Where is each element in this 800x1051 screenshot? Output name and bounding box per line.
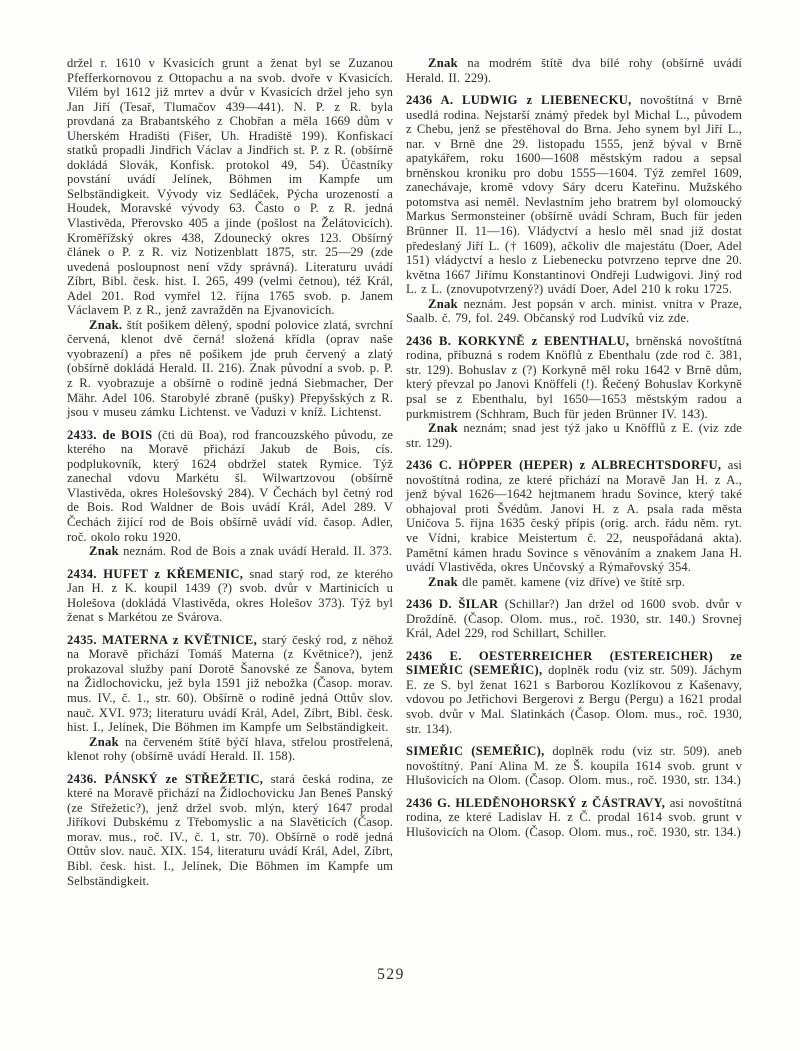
paragraph-text: snad starý rod, ze kterého Jan H. z K. koupil 1439 (?) svob. dvůr v Martinicích u Holešova (dokládá Vlastivěda, okres Holešov 373). Týž byl ženat s Markétou ze Svárova.	[67, 566, 394, 625]
text-column-right	[406, 56, 742, 888]
entry-2436g-hledenohorsky	[406, 796, 742, 840]
znak-paragraph	[406, 297, 742, 326]
paragraph-text: brněnská novoštítná rodina, příbuzná s rodem Knöflů z Ebenthalu (zde rod č. 381, str. 129). Bohuslav z (?) Korkyně měl roku 1642 v Brně dům, který převzal po Janovi Knöffeli (!). Řečený Bohuslav Korkyně psal se z Ebenthalu, byl 1650—1653 městským radou a purkmistrem (Schhram, Buch für jeden Brünner IV. 143).	[406, 333, 743, 421]
znak-label: Znak	[428, 296, 458, 311]
znak-label: Znak	[89, 544, 119, 559]
paragraph-text: držel r. 1610 v Kvasicích grunt a ženat byl se Zuzanou Pfefferkornovou z Ottopachu a na svob. dvoře v Kvasicích. Vilém byl 1612 již mrtev a dvůr v Kvasicích držel jeho syn Jan Jiří (Tesař, Tlumačov 439—441). N. P. z R. byla provdaná za Brabantského z Chobřan a měla 1669 dům v Uherském Hradišti (Fišer, Uh. Hradiště 199). Konfiskací statků propadli Jindřich Václav a Jindřich st. P. z R. (obšírně dokládá Slovák, Konfisk. protokol 49, 54). Účastníky povstání uvádí Jelínek, Böhmen im Kampfe um Selbständigkeit. Vývody viz Sedláček, Pýcha urozeností a Houdek, Moravské vývody 63. Často o P. z R. jedná Vlastivěda, Přerovsko 405 a jinde (pošlost na Želátovicích). Kroměřížský okres 438, Zdounecký okres 123. Obšírný článek o P. z R. viz Notizenblatt 1875, str. 25—29 (zde uvedená posloupnost není vždy správná). Literaturu uvádí Zíbrt, Bibl. česk. hist. I. 265, 499 (velmi četnou), též Král, Adel 201. Rod vymřel 12. října 1765 svob. p. Janem Václavem P. z R., jenž zavražděn na Ejvanovicích.	[67, 56, 393, 318]
entry-simeric	[406, 744, 742, 788]
znak-paragraph	[67, 318, 393, 420]
paragraph-text: neznám. Jest popsán v arch. minist. vnitra v Praze, Saalb. č. 79, fol. 249. Občanský rod Ludvíků viz zde.	[406, 296, 742, 326]
znak-label: Znak	[428, 574, 458, 589]
paragraph-text: na červeném štítě býčí hlava, střelou prostřelená, klenot rohy (obšírně uvádí Herald. II. 158).	[67, 734, 393, 764]
znak-label: Znak.	[89, 317, 123, 332]
znak-paragraph	[406, 421, 742, 450]
entry-2436c-hopper	[406, 458, 742, 574]
paragraph-text: doplněk rodu (viz str. 509). Jáchym E. ze S. byl ženat 1621 s Barborou Kozlíkovou z Kašenavy, vdovou po Jetřichovi Bergerovi z Bergu (Pergu) a 1621 prodal svob. dvůr v Mal. Slatinkách (Časop. Olom. mus., roč. 1930, str. 134).	[406, 663, 742, 736]
entry-2433-de-bois	[67, 428, 393, 544]
znak-label: Znak	[428, 56, 458, 70]
paragraph-continuation	[67, 56, 393, 318]
paragraph-text: starý český rod, z něhož na Moravě přichází Tomáš Materna (z Květnice?), jenž prokazoval služby paní Dorotě Šanovské ze Šanova, bytem na Židlochovicku, jež byla 1591 již nebožka (Časop. morav. mus. IV., č. 1., str. 60). Obšírně o rodině jedná Ottův slov. nauč. XVI. 973; literaturu uvádí Král, Adel, Zíbrt, Bibl. česk. hist. I., Jelínek, Die Böhmen im Kampfe um Selbständigkeit.	[67, 632, 393, 735]
entry-2436d-silar	[406, 597, 742, 641]
paragraph-text: doplněk rodu (viz str. 509). aneb novoštítný. Paní Alina M. ze Š. koupila 1614 svob. grunt v Hlušovicích na Olom. (Časop. Olom. mus., roč. 1930, str. 134.)	[406, 744, 742, 788]
paragraph-text: dle pamět. kamene (viz dříve) ve štítě srp.	[457, 574, 686, 589]
entry-headword: 2436 C. HÖPPER (HEPER) z ALBRECHTSDORFU,	[406, 458, 722, 473]
entry-2436-pansky	[67, 772, 393, 888]
paragraph-text: stará česká rodina, ze které na Moravě přichází na Židlochovicku Jan Beneš Panský (ze Střežetic?), jenž držel svob. mlýn, který 1647 prodal Jiříkovi Dubskému z Třebomyslic a na Slavěticích (Časop. morav. mus., roč. IV., č. 1, str. 70). Obšírně o rodě jedná Ottův slov. nauč. XIX. 154, literaturu uvádí Král, Adel, Zíbrt, Bibl. česk. hist. I., Jelínek, Die Böhmen im Kampfe um Selbständigkeit.	[67, 771, 394, 888]
entry-headword: 2436 A. LUDWIG z LIEBENECKU,	[406, 93, 632, 108]
entry-headword: 2434. HUFET z KŘEMENIC,	[67, 566, 244, 581]
entry-headword: 2436 B. KORKYNĚ z EBENTHALU,	[406, 333, 630, 348]
paragraph-text: asi novoštítná rodina, ze které Ladislav H. z Č. prodal 1614 svob. grunt v Hlušovicích na Olom. (Časop. Olom. mus., roč. 1930, str. 134.)	[406, 795, 742, 839]
paragraph-text: štít pošikem dělený, spodní polovice zlatá, svrchní červená, klenot dvě černá! složená křídla (oprav naše vyobrazení) a přes ně pošikem jde pruh červený a zlatý (obšírně dokládá Herald. II. 216). Znak původní a svob. p. P. z R. vyobrazuje a obšírně o rodině jedná Siebmacher, Der Mähr. Adel 106. Starobylé zbraně (pušky) Přepyšských z R. jsou v museu zámku Lichtenst. ve Vaduzi v kníž. Lichtenst.	[67, 317, 393, 420]
znak-paragraph	[406, 575, 742, 590]
entry-2434-hufet	[67, 567, 393, 625]
znak-paragraph	[67, 544, 393, 559]
paragraph-text: na modrém štítě dva bílé rohy (obšírně uvádí Herald. II. 229).	[406, 56, 742, 85]
entry-2435-materna	[67, 633, 393, 735]
paragraph-text: (čti dü Boa), rod francouzského původu, ze kterého na Moravě přichází Jakub de Bois, cís. podplukovník, který 1624 obdržel statek Rymice. Týž zanechal vdovu Markétu šl. Wilwartzovou (obšírně Vlastivěda, okres Holešovský 284). V Čechách byl četný rod de Bois. Rod Waldner de Bois uvádí Král, Adel 289. V Čechách žijící rod de Bois obšírně uvádí víd. časop. Adler, roč. okolo roku 1920.	[67, 427, 394, 544]
entry-headword: 2436. PÁNSKÝ ze STŘEŽETIC,	[67, 771, 264, 786]
entry-headword: 2436 G. HLEDĚNOHORSKÝ z ČÁSTRAVY,	[406, 795, 666, 810]
entry-headword: 2436 E. OESTERREICHER (ESTEREICHER) ze SIMEŘIC (SEMEŘIC),	[406, 648, 742, 678]
znak-label: Znak	[89, 734, 119, 749]
paragraph-text: novoštítná v Brně usedlá rodina. Nejstarší známý předek byl Michal L., původem z Chebu, jenž se přestěhoval do Brna. Jeho synem byl Jiří L., nar. v Brně dne 29. listopadu 1555, jenž býval v Brně apatykářem, roku 1600—1608 městským radou a sepsal brněnskou kroniku pro dobu 1555—1604. Týž zemřel 1609, zanechávaje, kromě vdovy Sáry dceru Kateřinu. Mužského potomstva asi neměl. Nevlastním jeho bratrem byl olomoucký Markus Sermonsteiner (obšírně uvádí Schram, Buch für jeden Brünner II. 11—16). Vládyctví a heslo měl snad již dostat předeslaný Jiří L. († 1609), ačkoliv dle majestátu (Doer, Adel 151) vládyctví a heslo z Liebenecku potvrzeno teprve dne 20. května 1667 Jiřímu Konstantinovi Ondřeji Ludwigovi. Jiný rod L. z L. (znovupotvrzený?) uvádí Doer, Adel 210 k roku 1725.	[406, 93, 743, 297]
entry-headword: 2436 D. ŠILAR	[406, 597, 499, 612]
entry-2436a-ludwig	[406, 93, 742, 297]
entry-headword: SIMEŘIC (SEMEŘIC),	[406, 744, 545, 759]
entry-2436b-korkyne	[406, 334, 742, 421]
page-number: 529	[377, 966, 405, 983]
entry-headword: 2435. MATERNA z KVĚTNICE,	[67, 632, 258, 647]
paragraph-text: neznám. Rod de Bois a znak uvádí Herald. II. 373.	[118, 544, 393, 559]
znak-paragraph	[67, 735, 393, 764]
paragraph-text: (Schillar?) Jan držel od 1600 svob. dvůr v Droždíně. (Časop. Olom. mus., roč. 1930, str. 140.) Srovnej Král, Adel 229, rod Schillart, Schiller.	[406, 597, 742, 641]
entry-headword: 2433. de BOIS	[67, 427, 153, 442]
paragraph-text: asi novoštítná rodina, ze které přichází na Moravě Jan H. z A., jenž býval 1626—1642 hejtmanem hradu Sovince, který také obhajoval proti Švédům. Janovi H. z A. psala rada města Uničova 5. října 1635 český přípis (orig. arch. řádu něm. ryt. ve Vídni, krabice Meistertum č. 22, neuspořádaná akta). Pamětní kámen hradu Sovince s věnováním a znakem Jana H. uvádí Vlastivěda, okres Unčovský a Rýmařovský 354.	[406, 458, 742, 575]
entry-2436e-oesterreicher	[406, 649, 742, 736]
text-column-left	[67, 56, 393, 888]
paragraph-text: neznám; snad jest týž jako u Knöfflů z E. (viz zde str. 129).	[406, 421, 742, 450]
znak-paragraph	[406, 56, 742, 85]
znak-label: Znak	[428, 421, 458, 436]
